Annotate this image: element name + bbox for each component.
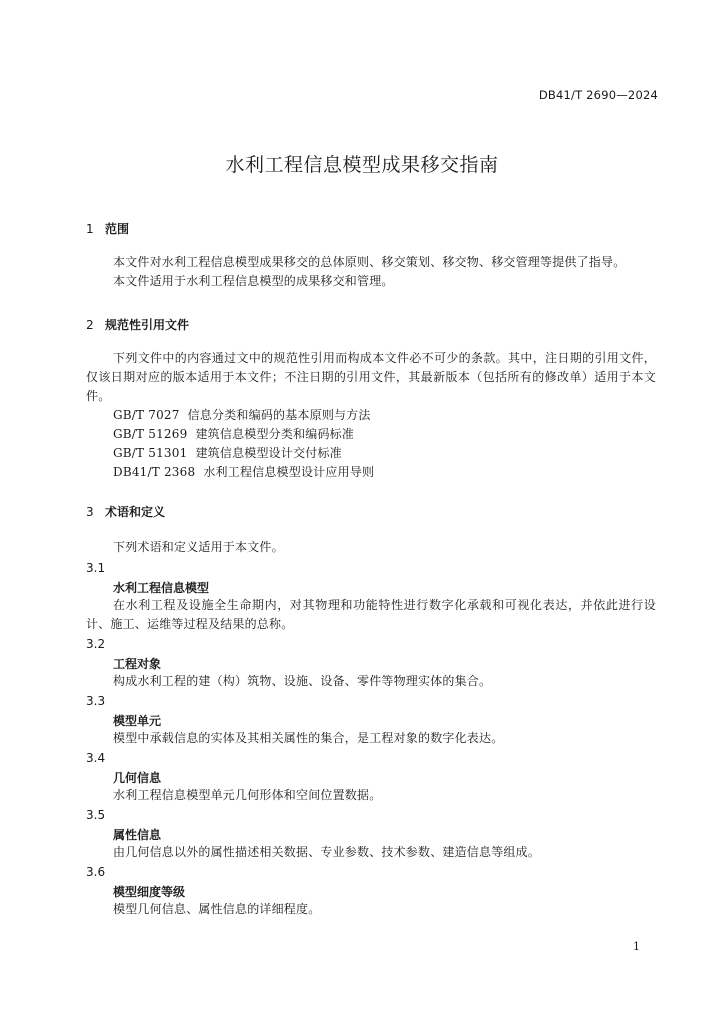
term-name: 模型单元 — [113, 714, 162, 728]
section-number: 2 — [86, 318, 94, 332]
term-number: 3.1 — [86, 561, 106, 575]
section-title: 规范性引用文件 — [105, 318, 190, 332]
term-name: 水利工程信息模型 — [113, 581, 210, 595]
section-title: 术语和定义 — [105, 505, 166, 519]
section-1-paragraph-1: 本文件对水利工程信息模型成果移交的总体原则、移交策划、移交物、移交管理等提供了指导。 — [113, 255, 626, 269]
section-title: 范围 — [105, 222, 130, 236]
term-name: 属性信息 — [113, 828, 162, 842]
reference-item: DB41/T 2368 水利工程信息模型设计应用导则 — [113, 465, 375, 479]
term-name: 工程对象 — [113, 657, 162, 671]
term-definition: 水利工程信息模型单元几何形体和空间位置数据。 — [113, 788, 382, 802]
term-number: 3.3 — [86, 694, 106, 708]
page-number: 1 — [633, 940, 640, 953]
term-definition: 在水利工程及设施全生命期内，对其物理和功能特性进行数字化承载和可视化表达，并依此进行设计、施工、运维等过程及结果的总称。 — [86, 598, 656, 631]
section-2-heading — [86, 316, 189, 333]
term-definition: 由几何信息以外的属性描述相关数据、专业参数、技术参数、建造信息等组成。 — [113, 845, 541, 859]
section-3-heading — [86, 503, 165, 520]
term-definition: 模型中承载信息的实体及其相关属性的集合，是工程对象的数字化表达。 — [113, 731, 504, 745]
term-number: 3.2 — [86, 637, 106, 651]
reference-item: GB/T 51269 建筑信息模型分类和编码标准 — [113, 427, 355, 441]
reference-item: GB/T 51301 建筑信息模型设计交付标准 — [113, 446, 342, 460]
section-2-intro: 下列文件中的内容通过文中的规范性引用而构成本文件必不可少的条款。其中，注日期的引用文件，仅该日期对应的版本适用于本文件；不注日期的引用文件，其最新版本（包括所有的修改单）适用于本文件。 — [86, 351, 656, 403]
section-1-heading — [86, 220, 129, 237]
section-number: 1 — [86, 222, 94, 236]
reference-item: GB/T 7027 信息分类和编码的基本原则与方法 — [113, 408, 371, 422]
term-number: 3.4 — [86, 751, 106, 765]
section-number: 3 — [86, 505, 94, 519]
term-definition: 构成水利工程的建（构）筑物、设施、设备、零件等物理实体的集合。 — [113, 674, 492, 688]
term-definition: 模型几何信息、属性信息的详细程度。 — [113, 902, 321, 916]
section-1-paragraph-2: 本文件适用于水利工程信息模型的成果移交和管理。 — [113, 274, 394, 288]
term-name: 几何信息 — [113, 771, 162, 785]
term-number: 3.5 — [86, 808, 106, 822]
term-number: 3.6 — [86, 865, 106, 879]
document-code: DB41/T 2690—2024 — [538, 88, 658, 102]
term-name: 模型细度等级 — [113, 885, 186, 899]
section-3-intro: 下列术语和定义适用于本文件。 — [113, 540, 284, 554]
document-title: 水利工程信息模型成果移交指南 — [225, 154, 499, 176]
